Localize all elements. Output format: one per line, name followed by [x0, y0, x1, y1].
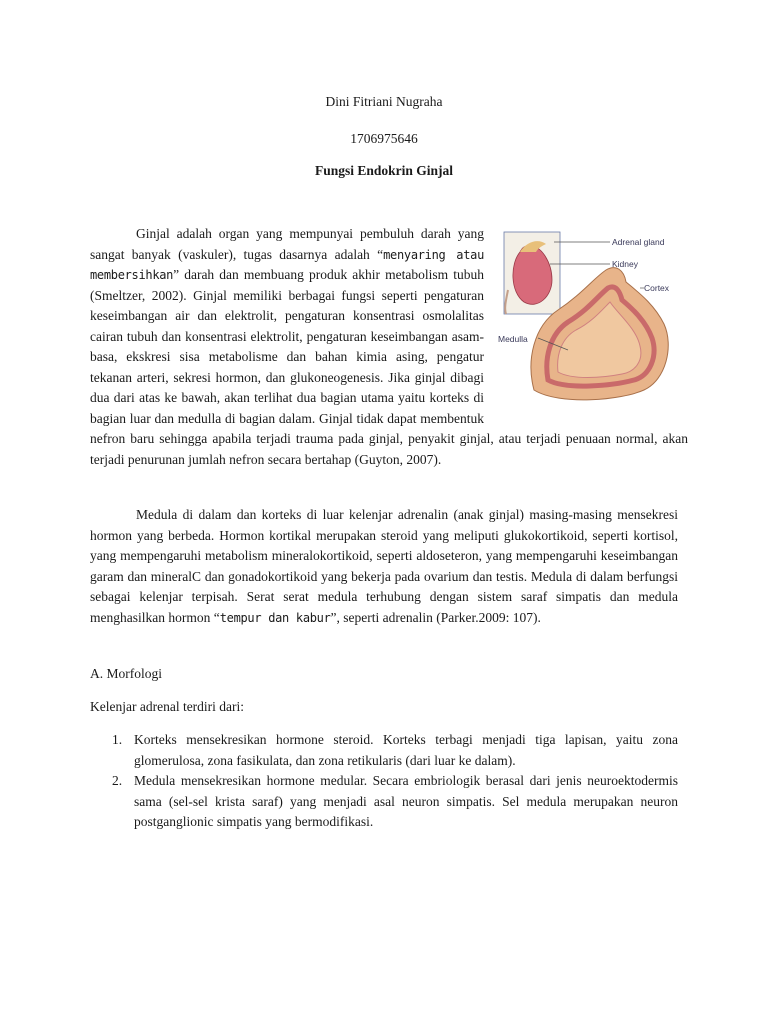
document-title: Fungsi Endokrin Ginjal — [314, 163, 454, 178]
handwritten-quote: menyaring atau membersihkan — [90, 247, 485, 282]
handwritten-quote: tempur dan kabur — [219, 610, 331, 625]
paragraph-kidney-function: Ginjal adalah organ yang mempunyai pembuluh darah yang sangat banyak (vaskuler), tugas dasarnya adalah “menyaring atau membersihkan” darah dan membuang produk akhir metabolism tubuh (Smeltzer, 2002). Ginjal memiliki berbagai fungsi seperti pengaturan keseimbangan air dan elektrolit, pengaturan konsentrasi osmolalitas cairan tubuh dan konsentrasi elektrolit, pengaturan keseimbangan asam-basa, ekskresi sisa metabolisme dan bahan kimia asing, pengatur tekanan arteri, sekresi hormon, dan glukoneogenesis. Jika ginjal dibagi dua dari atas ke bawah, akan terlihat dua bagian utama yaitu korteks di bagian luar dan medulla di bagian dalam. Ginjal tidak dapat membentuk nefron baru sehingga apabila terjadi trauma pada ginjal, penyakit ginjal, atau terjadi penuaan normal, akan terjadi penurunan jumlah nefron secara bertahap (Guyton, 2007). — [90, 226, 688, 467]
list-item: 2. Medula mensekresikan hormone medular. Secara embriologik berasal dari jenis neuroektodermis sama (sel-sel krista saraf) yang menjadi asal neuron simpatis. Sel medula merupakan neuron postganglionic simpatis yang bermodifikasi. — [112, 773, 678, 829]
student-id: 1706975646 — [350, 131, 418, 146]
label-kidney: Kidney — [612, 259, 638, 269]
adrenal-gland-figure — [498, 230, 688, 408]
label-medulla: Medulla — [498, 334, 528, 344]
list-item: 1. Korteks mensekresikan hormone steroid. Korteks terbagi menjadi tiga lapisan, yaitu zona glomerulosa, zona fasikulata, dan zona retikularis (dari luar ke dalam). — [112, 732, 678, 768]
author-name: Dini Fitriani Nugraha — [325, 94, 443, 109]
intro-section — [90, 224, 688, 470]
label-adrenal-gland: Adrenal gland — [612, 237, 665, 247]
paragraph-adrenal-medulla-cortex: Medula di dalam dan korteks di luar kelenjar adrenalin (anak ginjal) masing-masing mensekresi hormon yang berbeda. Hormon kortikal merupakan steroid yang meliputi glukokortikoid, seperti kortisol, yang mempengaruhi metabolism mineralokortikoid, seperti aldoseteron, yang mempengaruhi keseimbangan garam dan mineralC dan gonadokortikoid yang bekerja pada ovarium dan testis. Medula di dalam berfungsi sebagai kelenjar terpisah. Serat serat medula terhubung dengan sistem saraf simpatis dan medula menghasilkan hormon “tempur dan kabur”, seperti adrenalin (Parker.2009: 107). — [90, 507, 678, 625]
label-cortex: Cortex — [644, 283, 670, 293]
adrenal-parts-list — [90, 730, 678, 833]
section-heading-morfologi: A. Morfologi — [90, 666, 162, 681]
list-intro: Kelenjar adrenal terdiri dari: — [90, 699, 245, 714]
